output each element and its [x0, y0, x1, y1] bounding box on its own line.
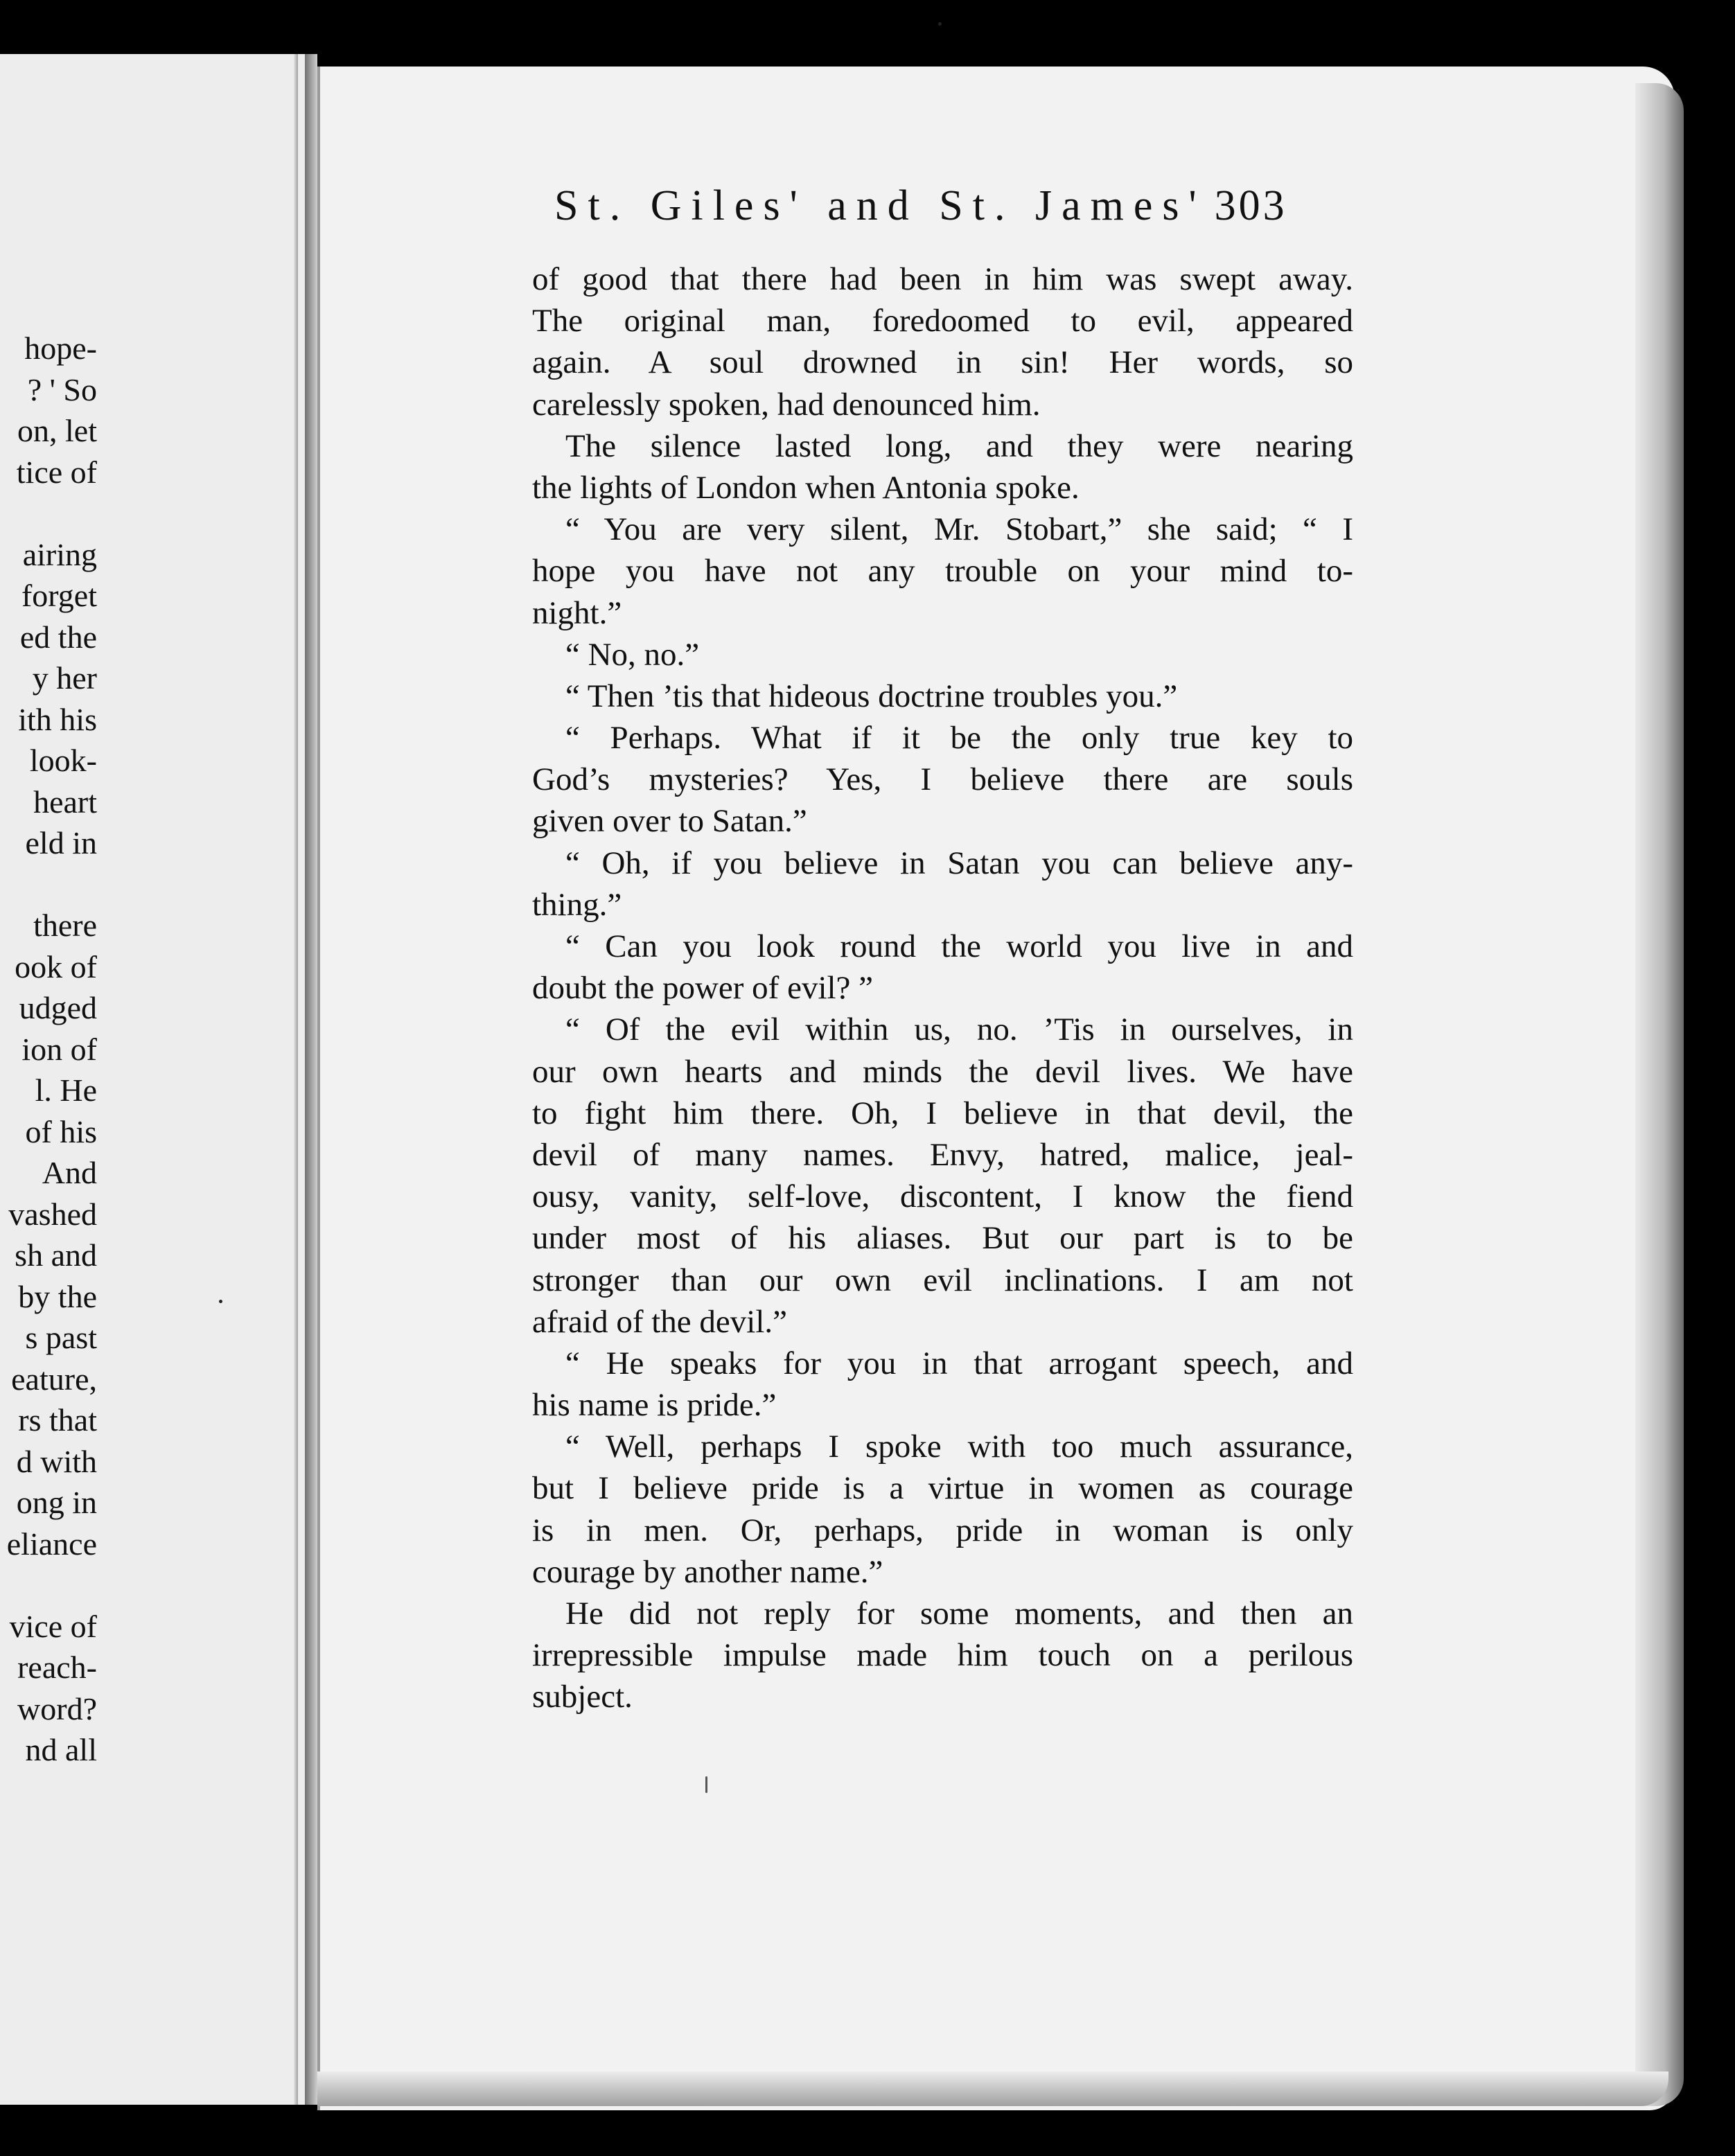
left-page-line: eature, — [11, 1361, 97, 1397]
speck — [938, 22, 942, 26]
text-line: to fight him there. Oh, I believe in that devil, the — [532, 1095, 1353, 1131]
left-page-line — [0, 864, 97, 905]
left-page-line: s past — [25, 1320, 97, 1355]
text-line: again. A soul drowned in sin! Her words, so — [532, 344, 1353, 381]
left-page-line: vice of — [9, 1608, 97, 1644]
left-page-line: y her — [32, 660, 97, 696]
text-line: night.” — [532, 594, 622, 631]
running-head-title: St. Giles' and St. James' — [554, 182, 1206, 229]
text-line: “ Can you look round the world you live in and — [565, 928, 1353, 964]
text-line: doubt the power of evil? ” — [532, 970, 874, 1007]
left-page-line: heart — [33, 784, 97, 820]
left-page-line: d with — [16, 1443, 97, 1479]
text-line: but I believe pride is a virtue in women as courage — [532, 1470, 1353, 1507]
text-line: “ You are very silent, Mr. Stobart,” she said; “ I — [565, 511, 1353, 548]
left-page-line: hope- — [24, 330, 97, 366]
text-line: “ Then ’tis that hideous doctrine troubles you.” — [565, 678, 1178, 714]
left-page — [0, 54, 307, 2105]
left-page-line: ed the — [19, 619, 97, 655]
left-page-line: udged — [19, 990, 97, 1025]
left-page-line: ook of — [15, 948, 97, 984]
text-line: ousy, vanity, self-love, discontent, I know the fiend — [532, 1178, 1353, 1215]
text-line: carelessly spoken, had denounced him. — [532, 386, 1041, 423]
text-line: stronger than our own evil inclinations. I am not — [532, 1262, 1353, 1298]
text-line: courage by another name.” — [532, 1553, 883, 1590]
text-line: afraid of the devil.” — [532, 1303, 787, 1340]
left-page-line: word? — [17, 1690, 97, 1726]
running-header — [554, 182, 1358, 231]
left-page-line: there — [33, 908, 97, 943]
text-line: “ He speaks for you in that arrogant speech, and — [565, 1345, 1353, 1381]
text-line: given over to Satan.” — [532, 803, 807, 840]
left-page-line: ith his — [18, 701, 97, 737]
text-line: devil of many names. Envy, hatred, malice, jeal- — [532, 1136, 1353, 1173]
speck — [219, 1300, 222, 1303]
page-number: 303 — [1214, 182, 1287, 229]
text-line: of good that there had been in him was swept away. — [532, 261, 1353, 297]
page-body — [532, 258, 1353, 1718]
speck — [705, 1776, 707, 1793]
left-page-line: by the — [18, 1278, 97, 1314]
text-line: irrepressible impulse made him touch on a perilous — [532, 1637, 1353, 1674]
left-page-line: eld in — [25, 825, 97, 860]
text-line: “ Perhaps. What if it be the only true key to — [565, 720, 1353, 757]
text-line: He did not reply for some moments, and then an — [565, 1596, 1353, 1632]
text-line: his name is pride.” — [532, 1387, 777, 1424]
left-page-line — [0, 493, 97, 534]
left-page-line: eliance — [6, 1526, 97, 1562]
left-page-line: And — [42, 1155, 97, 1190]
left-page-line: tice of — [16, 454, 97, 490]
text-line: “ Oh, if you believe in Satan you can believe any- — [565, 845, 1353, 881]
left-page-line: ong in — [16, 1485, 97, 1520]
left-page-line: l. He — [35, 1072, 97, 1108]
text-line: God’s mysteries? Yes, I believe there are souls — [532, 761, 1353, 798]
text-line: the lights of London when Antonia spoke. — [532, 469, 1080, 506]
left-page-line — [0, 1564, 97, 1606]
text-line: hope you have not any trouble on your mind to- — [532, 553, 1353, 590]
left-page-line: ion of — [21, 1031, 97, 1067]
text-line: our own hearts and minds the devil lives. We have — [532, 1053, 1353, 1090]
left-page-line: nd all — [25, 1732, 97, 1767]
left-page-line: on, let — [17, 413, 97, 448]
left-page-line: vashed — [8, 1196, 97, 1232]
text-line: is in men. Or, perhaps, pride in woman is only — [532, 1512, 1353, 1548]
text-line: “ Well, perhaps I spoke with too much assurance, — [565, 1429, 1353, 1465]
text-line: The silence lasted long, and they were nearing — [565, 427, 1353, 464]
text-line: under most of his aliases. But our part is to be — [532, 1220, 1353, 1257]
text-line: thing.” — [532, 886, 622, 923]
text-line: The original man, foredoomed to evil, appeared — [532, 303, 1353, 339]
bottom-page-edge — [317, 2071, 1668, 2106]
text-line: “ Of the evil within us, no. ’Tis in ourselves, in — [565, 1011, 1353, 1048]
text-line: “ No, no.” — [565, 636, 700, 673]
left-page-line: airing — [22, 536, 97, 572]
left-page-line: of his — [25, 1113, 97, 1149]
left-page-line: rs that — [18, 1402, 97, 1438]
text-line: subject. — [532, 1679, 633, 1715]
left-page-line: look- — [29, 743, 97, 778]
left-page-line: forget — [21, 578, 97, 613]
page-edge — [1635, 83, 1684, 2106]
left-page-line: sh and — [15, 1237, 97, 1273]
book-gutter — [305, 54, 317, 2105]
left-page-line: reach- — [17, 1650, 97, 1685]
left-page-text — [0, 328, 97, 1771]
left-page-line: ? ' So — [27, 371, 97, 407]
